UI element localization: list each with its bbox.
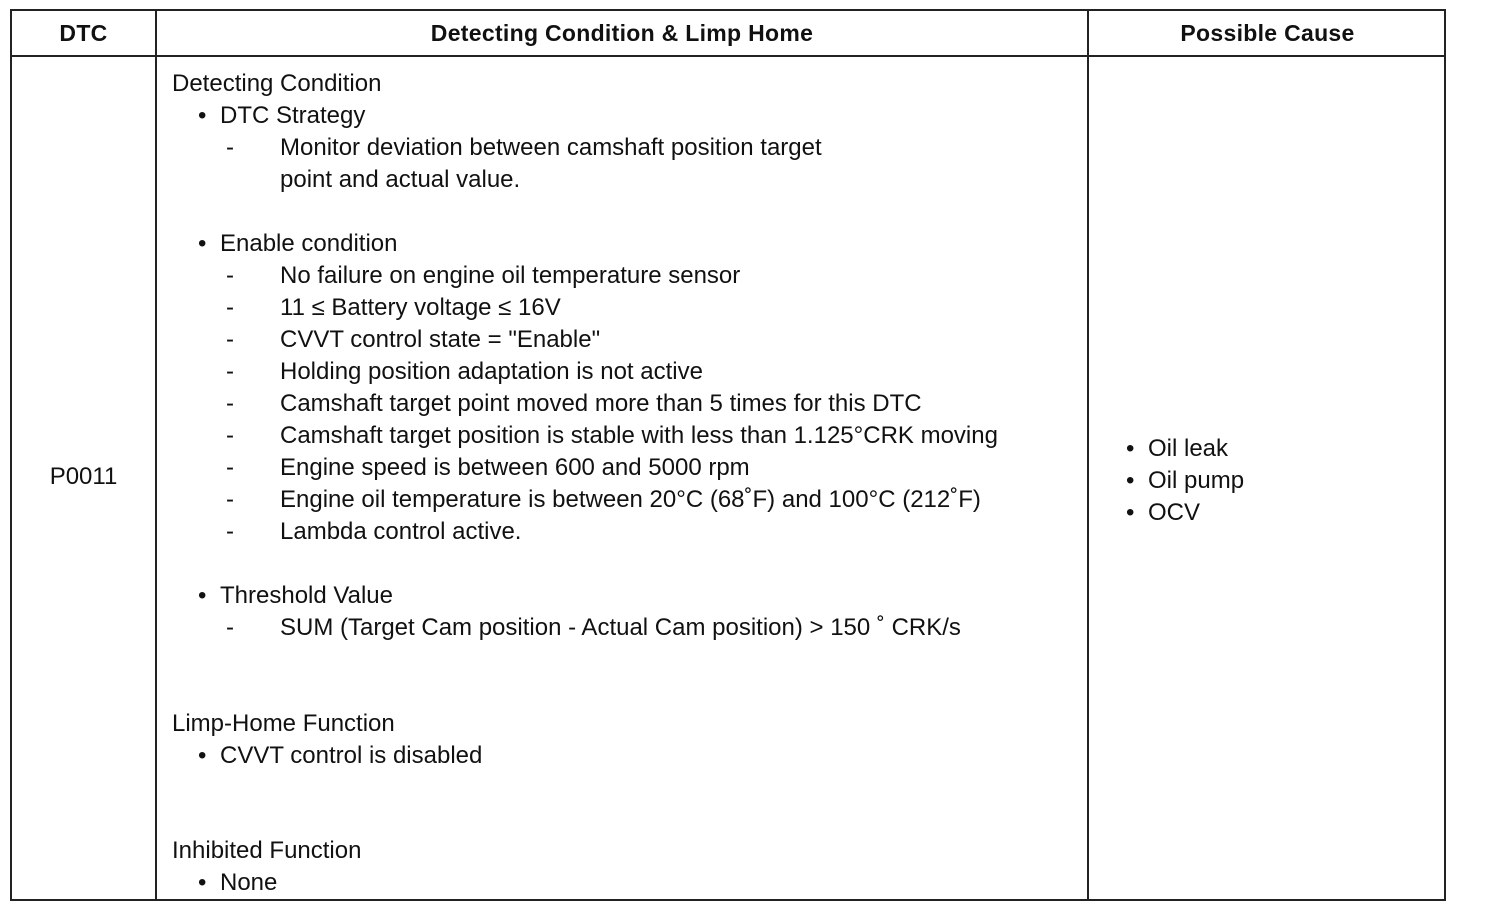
bullet-item: [172, 867, 998, 899]
section-title: Limp-Home Function: [172, 710, 395, 737]
condition-details: [172, 68, 998, 899]
sub-item-text: Lambda control active.: [280, 518, 522, 545]
sub-item-text: No failure on engine oil temperature sensor: [280, 262, 741, 289]
sub-item: [172, 292, 998, 324]
sub-item-text: Camshaft target point moved more than 5 times for this DTC: [280, 390, 922, 417]
bullet-icon: •: [198, 582, 207, 609]
dash-icon: -: [226, 454, 234, 481]
bullet-icon: •: [198, 230, 207, 257]
section-title: Inhibited Function: [172, 837, 362, 864]
sub-item-text: SUM (Target Cam position - Actual Cam position) > 150 ˚ CRK/s: [280, 614, 961, 641]
sub-item: [172, 452, 998, 484]
column-divider: [155, 11, 157, 899]
dash-icon: -: [226, 358, 234, 385]
header-condition: Detecting Condition & Limp Home: [430, 19, 814, 46]
dash-icon: -: [226, 262, 234, 289]
sub-item: [172, 388, 998, 420]
dash-icon: -: [226, 486, 234, 513]
sub-item: [172, 484, 998, 516]
sub-item: [172, 420, 998, 452]
dash-icon: -: [226, 134, 234, 161]
sub-item: [172, 260, 998, 292]
cause-item: [1126, 465, 1244, 497]
dash-icon: -: [226, 422, 234, 449]
bullet-icon: •: [198, 869, 207, 896]
dash-icon: -: [226, 390, 234, 417]
sub-item-text: Engine oil temperature is between 20°C (68˚F) and 100°C (212˚F): [280, 486, 981, 513]
sub-item-text: Camshaft target position is stable with less than 1.125°CRK moving: [280, 422, 998, 449]
bullet-item: [172, 740, 998, 772]
bullet-item: [172, 228, 998, 260]
possible-causes: [1126, 433, 1244, 529]
bullet-label: None: [220, 869, 278, 896]
bullet-icon: •: [1126, 499, 1135, 526]
cause-text: Oil leak: [1148, 435, 1229, 462]
bullet-icon: •: [198, 742, 207, 769]
header-cause: Possible Cause: [1180, 19, 1355, 46]
cause-text: Oil pump: [1148, 467, 1245, 494]
bullet-item: [172, 580, 998, 612]
bullet-icon: •: [1126, 467, 1135, 494]
sub-item: [172, 516, 998, 548]
bullet-icon: •: [1126, 435, 1135, 462]
section-title: Detecting Condition: [172, 70, 382, 97]
bullet-item: [172, 100, 998, 132]
sub-item-text: Monitor deviation between camshaft position target: [280, 134, 822, 161]
cause-text: OCV: [1148, 499, 1201, 526]
dtc-code: P0011: [49, 463, 118, 490]
sub-item: [172, 612, 998, 644]
sub-item-text: 11 ≤ Battery voltage ≤ 16V: [280, 294, 561, 321]
cause-item: [1126, 433, 1244, 465]
dash-icon: -: [226, 614, 234, 641]
sub-item-text: CVVT control state = "Enable": [280, 326, 601, 353]
sub-item-text: Holding position adaptation is not active: [280, 358, 703, 385]
dash-icon: -: [226, 518, 234, 545]
sub-item: [172, 132, 998, 164]
dtc-table: [10, 9, 1446, 901]
column-divider: [1087, 11, 1089, 899]
header-divider: [12, 55, 1444, 57]
sub-item: [172, 356, 998, 388]
header-dtc: DTC: [59, 19, 108, 46]
bullet-icon: •: [198, 102, 207, 129]
sub-item-text: Engine speed is between 600 and 5000 rpm: [280, 454, 750, 481]
bullet-label: CVVT control is disabled: [220, 742, 483, 769]
sub-item-continuation: point and actual value.: [280, 166, 521, 193]
bullet-label: DTC Strategy: [220, 102, 366, 129]
dash-icon: -: [226, 294, 234, 321]
dash-icon: -: [226, 326, 234, 353]
cause-item: [1126, 497, 1244, 529]
sub-item: [172, 324, 998, 356]
bullet-label: Enable condition: [220, 230, 398, 257]
bullet-label: Threshold Value: [220, 582, 393, 609]
